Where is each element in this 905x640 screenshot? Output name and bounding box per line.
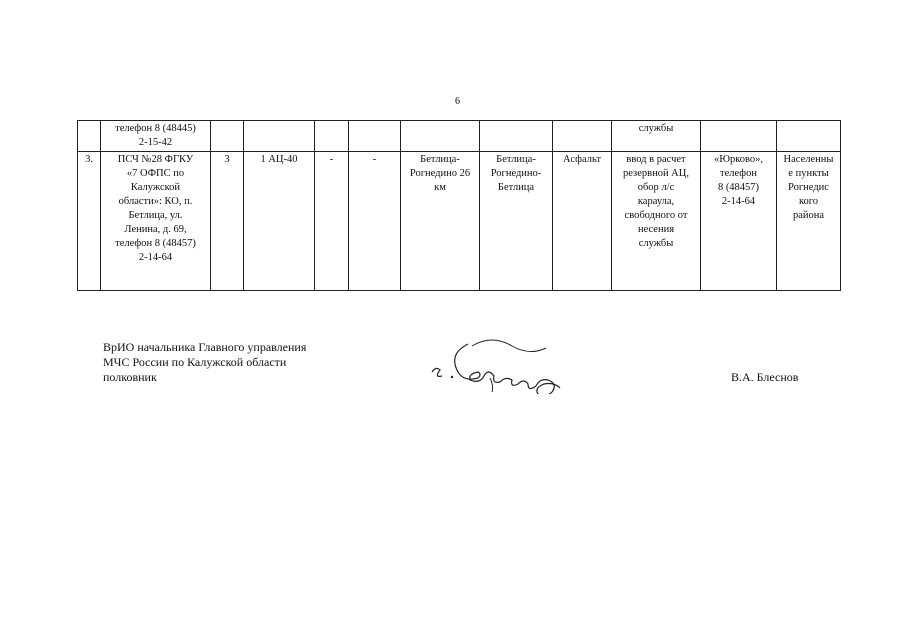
fire-units-table [77, 120, 841, 291]
table-cell: ввод в расчет резервной АЦ, обор л/с караула, свободного от несения службы [612, 152, 701, 291]
table-cell: ПСЧ №28 ФГКУ «7 ОФПС по Калужской области»: КО, п. Бетлица, ул. Ленина, д. 69, телефон 8 (48457) 2-14-64 [101, 152, 211, 291]
table-cell: 3 [211, 152, 244, 291]
table-cell: - [315, 152, 349, 291]
table-row [78, 121, 841, 152]
table-cell: 1 АЦ-40 [244, 152, 315, 291]
table-cell: Населенны е пункты Рогнедис кого района [777, 152, 841, 291]
table-cell [480, 121, 553, 152]
table-cell: 3. [78, 152, 101, 291]
table-cell [349, 121, 401, 152]
table-cell: телефон 8 (48445) 2-15-42 [101, 121, 211, 152]
table-cell: службы [612, 121, 701, 152]
table-cell [553, 121, 612, 152]
table-cell: - [349, 152, 401, 291]
table-cell [701, 121, 777, 152]
table-cell: Асфальт [553, 152, 612, 291]
table-cell [211, 121, 244, 152]
signer-name: В.А. Блеснов [731, 370, 799, 384]
signer-title: ВрИО начальника Главного управления МЧС России по Калужской области полковник [103, 340, 307, 384]
table-cell [315, 121, 349, 152]
table-cell [401, 121, 480, 152]
table-cell [777, 121, 841, 152]
table-cell [244, 121, 315, 152]
handwritten-signature [428, 332, 578, 394]
page-number: 6 [455, 96, 460, 107]
table-cell: Бетлица- Рогнедино 26 км [401, 152, 480, 291]
table-cell [78, 121, 101, 152]
table-cell: «Юрково», телефон 8 (48457) 2-14-64 [701, 152, 777, 291]
table-row [78, 152, 841, 291]
table-cell: Бетлица- Рогнедино- Бетлица [480, 152, 553, 291]
